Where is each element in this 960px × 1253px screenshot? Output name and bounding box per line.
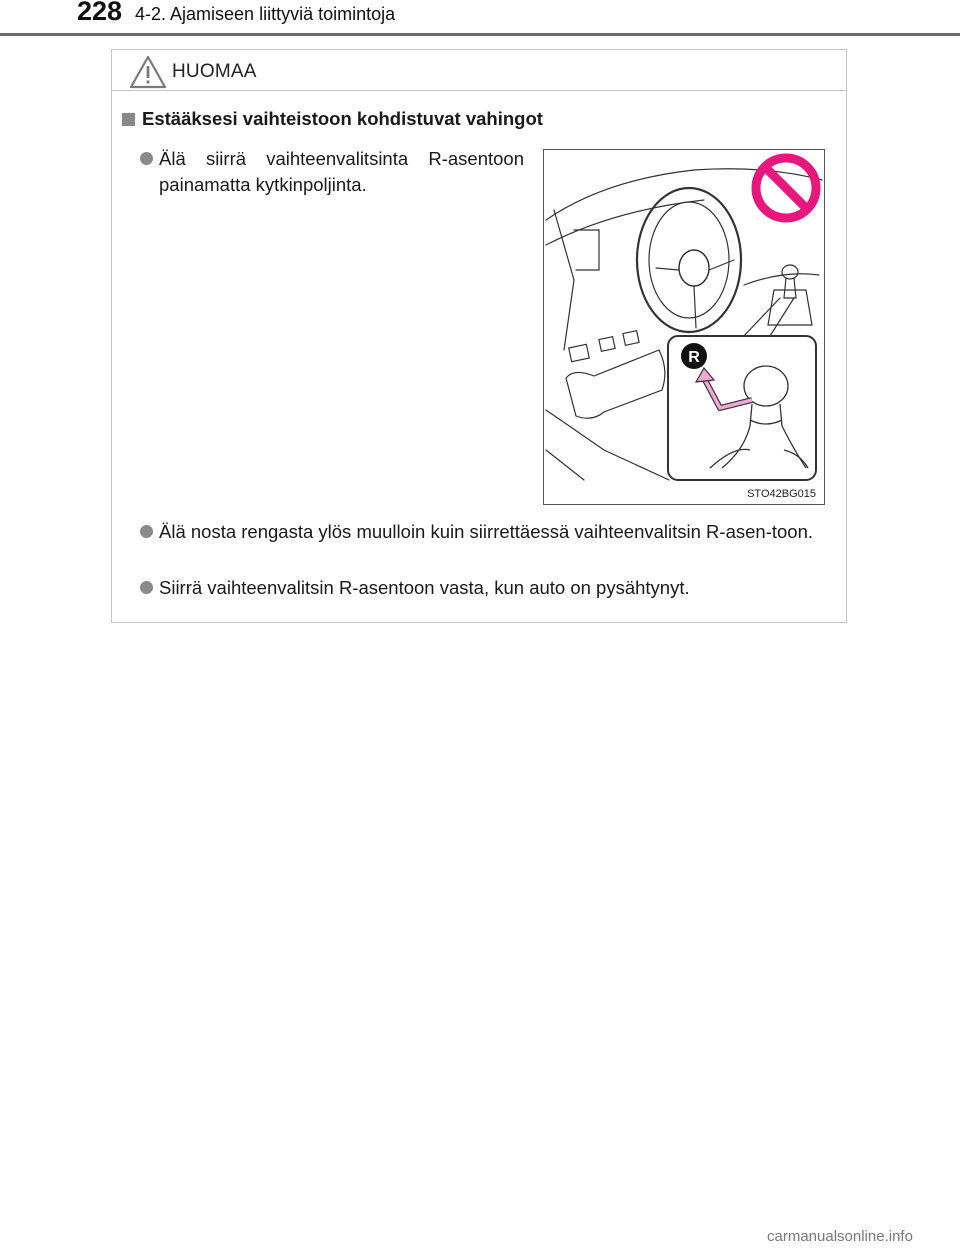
page-number: 228 xyxy=(77,0,123,26)
subheading xyxy=(122,108,543,130)
round-bullet-icon xyxy=(140,525,153,538)
warning-triangle-icon xyxy=(128,54,168,90)
bullet-item xyxy=(140,519,840,545)
illustration-drawing xyxy=(544,150,824,504)
footer-watermark: carmanualsonline.info xyxy=(767,1228,913,1245)
bullet-item xyxy=(140,575,840,601)
round-bullet-icon xyxy=(140,152,153,165)
bullet-text: Älä nosta rengasta ylös muulloin kuin siirrettäessä vaihteenvalitsin R-asen-toon. xyxy=(159,521,814,542)
notice-header xyxy=(112,50,846,91)
no-entry-icon xyxy=(756,158,816,218)
subheading-text: Estääksesi vaihteistoon kohdistuvat vahingot xyxy=(142,108,543,129)
square-bullet-icon xyxy=(122,113,135,126)
bullet-item xyxy=(140,146,524,198)
notice-box xyxy=(111,49,847,623)
section-title: 4-2. Ajamiseen liittyviä toimintoja xyxy=(135,4,396,24)
gearshift-illustration xyxy=(543,149,825,505)
header-divider xyxy=(0,33,960,36)
round-bullet-icon xyxy=(140,581,153,594)
bullet-text: Älä siirrä vaihteenvalitsinta R-asentoon painamatta kytkinpoljinta. xyxy=(159,148,524,195)
bullet-text: Siirrä vaihteenvalitsin R-asentoon vasta, kun auto on pysähtynyt. xyxy=(159,577,690,598)
gear-r-label: R xyxy=(688,349,700,366)
notice-title: HUOMAA xyxy=(172,61,257,82)
illustration-code: STO42BG015 xyxy=(747,488,816,500)
